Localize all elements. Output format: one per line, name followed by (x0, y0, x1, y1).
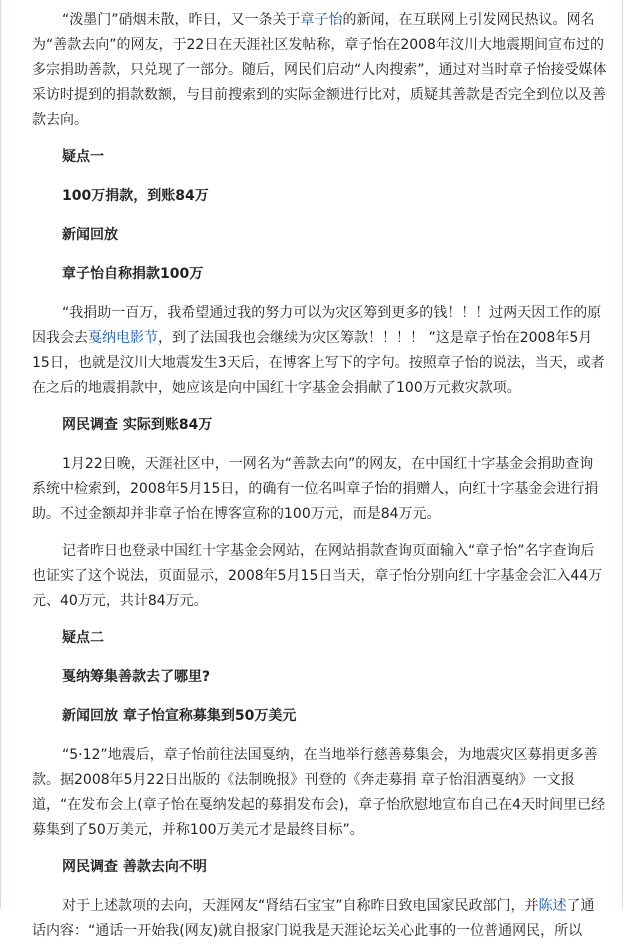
tianya-search-paragraph: 1月22日晚，天涯社区中，一网名为“善款去向”的网友，在中国红十字基金会捐助查询系统中检索到，2008年5月15日，的确有一位名叫章子怡的捐赠人，向红十字基金会进行捐助。不过金额却并非章子怡在博客宣称的100万元，而是84万元。 (32, 456, 599, 522)
intro-text-start: “泼墨门”硝烟未散，昨日，又一条关于 (62, 12, 301, 28)
heading-funds-unknown: 网民调查 善款去向不明 (62, 859, 207, 875)
heading-claimed-100: 章子怡自称捐款100万 (62, 266, 204, 282)
heading-doubt-one: 疑点一 (62, 149, 104, 165)
blog-quote-paragraph (32, 301, 607, 401)
heading-donation-84: 100万捐款，到账84万 (62, 188, 209, 204)
heading-netizen-survey-84: 网民调查 实际到账84万 (62, 417, 213, 433)
reporter-verify-paragraph: 记者昨日也登录中国红十字基金会网站，在网站捐款查询页面输入“章子怡”名字查询后也证实了这个说法，页面显示，2008年5月15日当天，章子怡分别向红十字基金会汇入44万元、40万元，共计84万元。 (32, 543, 603, 609)
heading-doubt-two: 疑点二 (62, 630, 104, 646)
intro-paragraph (32, 8, 607, 133)
intro-text-end: 的新闻，在互联网上引发网民热议。网名为“善款去向”的网友，于22日在天涯社区发帖称，章子怡在2008年汶川大地震期间宣布过的多宗捐助善款，只兑现了一部分。随后，网民们启动“人肉搜索”，通过对当时章子怡接受媒体采访时提到的捐款数额，与目前搜索到的实际金额进行比对，质疑其善款是否完全到位以及善款去向。 (32, 12, 607, 128)
cannes-fundraising-paragraph: “5·12”地震后，章子怡前往法国戛纳，在当地举行慈善募集会，为地震灾区募捐更多善款。据2008年5月22日出版的《法制晚报》刊登的《奔走募捐 章子怡泪洒戛纳》一文报道，“在发布会上(章子怡在戛纳发起的募捐发布会)，章子怡欣慰地宣布自己在4天时间里已经募集到了50万美元，并称100万美元才是最终目标”。 (32, 747, 606, 838)
ministry-call-start: 对于上述款项的去向，天涯网友“肾结石宝宝”自称昨日致电国家民政部门，并 (62, 898, 539, 914)
link-zhang-ziyi[interactable]: 章子怡 (300, 12, 343, 28)
blog-quote-end: ，到了法国我也会继续为灾区筹款！！！！ ”这是章子怡在2008年5月15日，也就是汶川大地震发生3天后，在博客上写下的字句。按照章子怡的说法，当天，或者在之后的地震捐款中，她应该是向中国红十字基金会捐献了100万元救灾款项。 (32, 330, 605, 396)
link-cannes-film-festival[interactable]: 戛纳电影节 (88, 330, 158, 346)
link-statement[interactable]: 陈述 (538, 898, 567, 914)
heading-cannes-funds: 戛纳筹集善款去了哪里? (62, 669, 211, 685)
ministry-call-end: 了通话内容：“通话一开始我(网友)就自报家门说我是天涯论坛关心此事的一位普通网民，所以 (32, 898, 595, 939)
heading-news-replay-50k: 新闻回放 章子怡宣称募集到50万美元 (62, 708, 297, 724)
ministry-call-paragraph (32, 894, 607, 944)
heading-news-replay: 新闻回放 (62, 227, 118, 243)
blog-quote-start: “我捐助一百万，我希望通过我的努力可以为灾区筹到更多的钱！！！过两天因工作的原因我会去 (32, 305, 602, 346)
